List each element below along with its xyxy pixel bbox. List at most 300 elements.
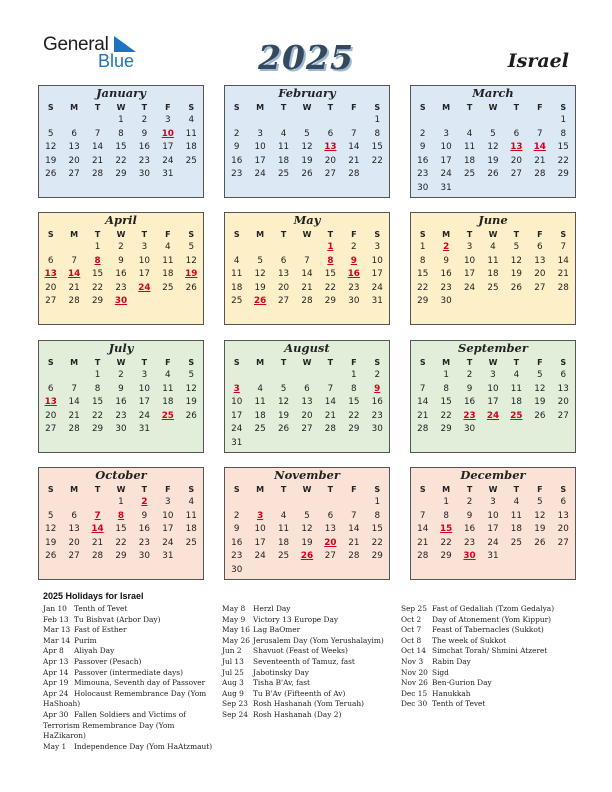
day-cell: 4 bbox=[280, 510, 287, 521]
weekday-header bbox=[411, 356, 575, 369]
day-cell: 22 bbox=[91, 410, 104, 421]
holiday-item bbox=[222, 646, 394, 657]
day-cell: 19 bbox=[487, 155, 499, 166]
month-january bbox=[38, 85, 204, 198]
day-cell: 10 bbox=[138, 255, 150, 266]
holiday-date-label: Aug 3 bbox=[222, 678, 244, 688]
holiday-item bbox=[43, 604, 213, 615]
week-row bbox=[39, 550, 203, 564]
day-cell: 17 bbox=[371, 269, 383, 280]
day-cell: 22 bbox=[371, 155, 383, 166]
holiday-date-label: Oct 8 bbox=[401, 635, 422, 645]
empty-cell bbox=[86, 437, 109, 451]
day-cell: 2 bbox=[466, 497, 473, 507]
week-row bbox=[225, 423, 389, 437]
empty-cell bbox=[133, 182, 156, 196]
empty-cell bbox=[180, 423, 203, 437]
holiday-item bbox=[401, 615, 573, 626]
day-cell: 4 bbox=[233, 255, 240, 266]
day-cell: 20 bbox=[557, 524, 569, 535]
day-cell: 29 bbox=[348, 424, 360, 435]
week-row bbox=[411, 141, 575, 155]
day-cell: 20 bbox=[324, 155, 336, 166]
day-cell: 21 bbox=[68, 410, 80, 421]
empty-cell bbox=[552, 550, 575, 564]
day-cell: 5 bbox=[537, 370, 543, 380]
holiday-name: Day of Atonement (Yom Kippur) bbox=[432, 614, 552, 624]
day-cell: 12 bbox=[487, 142, 499, 153]
weekday-header bbox=[39, 356, 203, 369]
day-cell: 6 bbox=[47, 383, 54, 394]
month-title: July bbox=[108, 341, 134, 355]
week-row bbox=[225, 241, 389, 255]
day-cell: 18 bbox=[185, 524, 197, 535]
holiday-name: Jerusalem Day (Yom Yerushalayim) bbox=[253, 635, 384, 645]
holiday-column bbox=[401, 604, 573, 710]
day-cell: 1 bbox=[374, 115, 381, 125]
weekday-label: S bbox=[374, 358, 381, 367]
weekday-label: M bbox=[442, 485, 451, 494]
empty-cell bbox=[552, 182, 575, 196]
week-row bbox=[39, 309, 203, 323]
empty-cell bbox=[62, 369, 85, 383]
day-cell: 7 bbox=[419, 510, 426, 521]
day-cell: 8 bbox=[443, 510, 449, 521]
empty-cell bbox=[366, 182, 389, 196]
empty-cell bbox=[248, 369, 271, 383]
empty-cell bbox=[505, 437, 528, 451]
holiday-item bbox=[401, 668, 573, 679]
weekday-header bbox=[225, 101, 389, 114]
day-cell: 11 bbox=[162, 255, 174, 266]
week-row bbox=[411, 423, 575, 437]
holiday-column bbox=[43, 604, 213, 752]
day-cell: 16 bbox=[463, 524, 476, 535]
day-cell: 26 bbox=[185, 410, 197, 421]
holiday-date: 23 bbox=[463, 410, 476, 421]
day-cell: 8 bbox=[443, 383, 449, 394]
weekday-label: W bbox=[488, 485, 498, 494]
empty-cell bbox=[552, 295, 575, 309]
weekday-header bbox=[39, 228, 203, 241]
day-cell: 18 bbox=[185, 142, 197, 153]
holiday-item bbox=[401, 646, 573, 657]
day-cell: 19 bbox=[254, 282, 266, 293]
week-row bbox=[411, 369, 575, 383]
day-cell: 31 bbox=[138, 424, 150, 435]
holiday-date-label: Sep 25 bbox=[401, 604, 427, 613]
holiday-item bbox=[222, 699, 394, 710]
empty-cell bbox=[505, 309, 528, 323]
day-cell: 2 bbox=[374, 370, 381, 380]
day-cell: 22 bbox=[348, 410, 360, 421]
day-cell: 6 bbox=[537, 242, 543, 252]
holiday-name: Simchat Torah/ Shmini Atzeret bbox=[432, 646, 548, 656]
day-cell: 29 bbox=[371, 551, 383, 562]
holiday-date-label: Apr 24 bbox=[43, 688, 69, 698]
empty-cell bbox=[272, 182, 295, 196]
day-cell: 18 bbox=[162, 397, 174, 408]
month-title: December bbox=[460, 468, 526, 482]
holiday-date: 25 bbox=[161, 410, 174, 421]
day-cell: 12 bbox=[185, 255, 197, 266]
day-cell: 29 bbox=[91, 424, 104, 435]
empty-cell bbox=[39, 241, 62, 255]
empty-cell bbox=[366, 437, 389, 451]
day-cell: 17 bbox=[231, 410, 243, 421]
day-cell: 7 bbox=[419, 383, 426, 394]
empty-cell bbox=[366, 309, 389, 323]
day-cell: 27 bbox=[301, 424, 313, 435]
day-cell: 28 bbox=[417, 424, 429, 435]
empty-cell bbox=[434, 114, 457, 128]
empty-cell bbox=[481, 309, 504, 323]
week-row bbox=[411, 114, 575, 128]
weekday-label: T bbox=[141, 103, 148, 112]
day-cell: 25 bbox=[487, 282, 499, 293]
weekday-label: M bbox=[70, 358, 79, 367]
day-cell: 21 bbox=[91, 537, 104, 548]
day-cell: 11 bbox=[277, 142, 290, 153]
holiday-name: Victory 13 Europe Day bbox=[253, 614, 339, 624]
holiday-date: 24 bbox=[486, 410, 500, 421]
day-cell: 27 bbox=[45, 296, 57, 307]
empty-cell bbox=[411, 496, 434, 510]
holiday-name: Sigd bbox=[432, 667, 449, 677]
weekday-label: S bbox=[419, 358, 426, 367]
day-cell: 7 bbox=[560, 242, 567, 252]
weekday-label: M bbox=[442, 230, 451, 239]
week-row bbox=[225, 396, 389, 410]
weekday-label: T bbox=[466, 358, 473, 367]
weekday-label: S bbox=[419, 230, 426, 239]
day-cell: 10 bbox=[463, 255, 476, 266]
day-cell: 19 bbox=[301, 155, 313, 166]
empty-cell bbox=[342, 564, 365, 578]
holiday-date-label: Sep 23 bbox=[222, 699, 248, 709]
day-cell: 17 bbox=[162, 524, 174, 535]
day-cell: 5 bbox=[513, 242, 520, 252]
holiday-date: 30 bbox=[114, 296, 128, 307]
week-row bbox=[411, 168, 575, 182]
day-cell: 24 bbox=[487, 537, 499, 548]
holiday-item bbox=[222, 615, 394, 626]
holiday-date: 26 bbox=[300, 551, 314, 562]
day-cell: 4 bbox=[165, 242, 171, 252]
holiday-date-label: Sep 24 bbox=[222, 709, 248, 719]
holiday-date: 25 bbox=[510, 410, 523, 421]
day-cell: 21 bbox=[91, 155, 104, 166]
empty-cell bbox=[272, 564, 295, 578]
week-row bbox=[225, 168, 389, 182]
day-cell: 2 bbox=[351, 242, 357, 252]
day-cell: 11 bbox=[463, 142, 476, 153]
holiday-date-label: Dec 30 bbox=[401, 699, 428, 709]
holiday-item bbox=[401, 636, 573, 647]
empty-cell bbox=[133, 309, 156, 323]
empty-cell bbox=[180, 295, 203, 309]
month-march bbox=[410, 85, 576, 198]
day-cell: 22 bbox=[417, 282, 429, 293]
holiday-name: Shavuot (Feast of Weeks) bbox=[253, 646, 348, 656]
day-cell: 16 bbox=[440, 269, 452, 280]
holiday-item bbox=[222, 678, 394, 689]
day-cell: 8 bbox=[351, 383, 357, 394]
day-cell: 1 bbox=[560, 115, 567, 125]
week-row bbox=[39, 282, 203, 296]
month-title: June bbox=[478, 213, 508, 227]
day-cell: 19 bbox=[510, 269, 522, 280]
empty-cell bbox=[109, 564, 132, 578]
holiday-name: Tisha B'Av, fast bbox=[253, 678, 311, 688]
weekday-label: F bbox=[165, 230, 171, 239]
week-row bbox=[411, 155, 575, 169]
empty-cell bbox=[505, 550, 528, 564]
day-cell: 16 bbox=[115, 269, 127, 280]
empty-cell bbox=[86, 564, 109, 578]
empty-cell bbox=[528, 564, 551, 578]
empty-cell bbox=[295, 437, 318, 451]
holiday-date-label: Jul 13 bbox=[222, 656, 244, 666]
day-cell: 20 bbox=[557, 397, 569, 408]
day-cell: 15 bbox=[440, 397, 452, 408]
empty-cell bbox=[434, 309, 457, 323]
day-cell: 10 bbox=[440, 142, 452, 153]
day-cell: 5 bbox=[304, 510, 310, 521]
day-cell: 9 bbox=[141, 510, 148, 521]
week-row bbox=[225, 437, 389, 451]
day-cell: 14 bbox=[348, 142, 360, 153]
day-cell: 4 bbox=[257, 383, 263, 394]
holiday-name: Aliyah Day bbox=[74, 646, 115, 656]
weekday-label: T bbox=[280, 358, 287, 367]
weekday-label: S bbox=[560, 230, 567, 239]
holiday-item bbox=[401, 657, 573, 668]
day-cell: 19 bbox=[185, 397, 197, 408]
weekday-label: F bbox=[537, 103, 543, 112]
day-cell: 20 bbox=[510, 155, 522, 166]
weekday-label: T bbox=[513, 358, 520, 367]
day-cell: 11 bbox=[254, 397, 266, 408]
empty-cell bbox=[342, 182, 365, 196]
day-cell: 1 bbox=[118, 115, 124, 125]
day-cell: 2 bbox=[466, 370, 473, 380]
week-row bbox=[225, 510, 389, 524]
empty-cell bbox=[156, 423, 179, 437]
day-cell: 8 bbox=[419, 255, 426, 266]
holiday-date: 13 bbox=[324, 142, 337, 153]
holiday-date: 14 bbox=[91, 524, 104, 535]
day-cell: 13 bbox=[557, 383, 569, 394]
month-february bbox=[224, 85, 390, 198]
empty-cell bbox=[39, 114, 62, 128]
day-cell: 7 bbox=[304, 255, 310, 266]
holiday-date-label: Mar 14 bbox=[43, 635, 71, 645]
day-cell: 12 bbox=[277, 397, 290, 408]
weekday-label: W bbox=[302, 103, 312, 112]
day-cell: 18 bbox=[254, 410, 266, 421]
week-row bbox=[39, 155, 203, 169]
day-cell: 29 bbox=[115, 169, 127, 180]
day-cell: 15 bbox=[324, 269, 336, 280]
day-cell: 30 bbox=[371, 424, 383, 435]
weekday-label: W bbox=[302, 358, 312, 367]
day-cell: 8 bbox=[374, 510, 381, 521]
day-cell: 25 bbox=[463, 169, 476, 180]
holiday-date-label: Apr 19 bbox=[43, 678, 69, 688]
day-cell: 24 bbox=[162, 537, 174, 548]
day-cell: 15 bbox=[348, 397, 360, 408]
day-cell: 10 bbox=[487, 383, 499, 394]
day-cell: 5 bbox=[280, 383, 287, 394]
weekday-label: S bbox=[560, 358, 567, 367]
holiday-column bbox=[222, 604, 394, 721]
week-row bbox=[411, 182, 575, 196]
day-cell: 24 bbox=[254, 551, 266, 562]
week-row bbox=[39, 496, 203, 510]
day-cell: 30 bbox=[348, 296, 360, 307]
empty-cell bbox=[62, 437, 85, 451]
empty-cell bbox=[180, 182, 203, 196]
day-cell: 8 bbox=[560, 128, 567, 139]
empty-cell bbox=[156, 437, 179, 451]
week-row bbox=[411, 550, 575, 564]
day-cell: 1 bbox=[94, 370, 101, 380]
holiday-name: Feast of Tabernacles (Sukkot) bbox=[432, 625, 544, 635]
empty-cell bbox=[156, 182, 179, 196]
empty-cell bbox=[133, 437, 156, 451]
empty-cell bbox=[109, 182, 132, 196]
empty-cell bbox=[411, 114, 434, 128]
day-cell: 21 bbox=[534, 155, 546, 166]
holiday-date: 20 bbox=[324, 537, 337, 548]
empty-cell bbox=[295, 114, 318, 128]
empty-cell bbox=[39, 437, 62, 451]
day-cell: 23 bbox=[440, 282, 452, 293]
weekday-label: M bbox=[70, 103, 79, 112]
day-cell: 16 bbox=[231, 155, 243, 166]
empty-cell bbox=[458, 437, 481, 451]
day-cell: 6 bbox=[71, 510, 77, 521]
empty-cell bbox=[458, 309, 481, 323]
weekday-label: W bbox=[488, 230, 498, 239]
day-cell: 11 bbox=[487, 255, 499, 266]
day-cell: 29 bbox=[440, 551, 452, 562]
holiday-name: Independence Day (Yom HaAtzmaut) bbox=[74, 741, 213, 751]
day-cell: 27 bbox=[324, 169, 336, 180]
day-cell: 3 bbox=[443, 128, 449, 139]
holiday-date-label: Jan 10 bbox=[43, 604, 67, 613]
weekday-label: T bbox=[327, 485, 334, 494]
day-cell: 9 bbox=[233, 524, 240, 535]
holiday-date-label: May 1 bbox=[43, 741, 67, 751]
day-cell: 3 bbox=[165, 115, 171, 125]
day-cell: 25 bbox=[277, 169, 290, 180]
week-row bbox=[225, 255, 389, 269]
day-cell: 21 bbox=[557, 269, 569, 280]
holiday-item bbox=[43, 636, 213, 647]
weekday-label: T bbox=[280, 103, 287, 112]
weekday-label: W bbox=[116, 103, 126, 112]
day-cell: 3 bbox=[490, 497, 496, 507]
weekday-label: W bbox=[488, 358, 498, 367]
day-cell: 6 bbox=[71, 128, 77, 139]
day-cell: 19 bbox=[534, 524, 546, 535]
day-cell: 31 bbox=[162, 551, 174, 562]
day-cell: 27 bbox=[68, 169, 80, 180]
empty-cell bbox=[39, 309, 62, 323]
weekday-label: T bbox=[466, 103, 473, 112]
day-cell: 11 bbox=[510, 510, 522, 521]
weekday-header bbox=[39, 101, 203, 114]
day-cell: 29 bbox=[115, 551, 127, 562]
day-cell: 11 bbox=[277, 524, 290, 535]
weekday-label: F bbox=[165, 103, 171, 112]
day-cell: 15 bbox=[115, 524, 127, 535]
day-cell: 4 bbox=[490, 242, 496, 252]
day-cell: 24 bbox=[440, 169, 452, 180]
holiday-date-label: Jul 25 bbox=[222, 667, 244, 677]
logo-word-general: General bbox=[43, 34, 109, 55]
holiday-date-label: Apr 8 bbox=[43, 646, 64, 656]
holiday-item bbox=[222, 636, 394, 647]
day-cell: 23 bbox=[417, 169, 429, 180]
weekday-header bbox=[411, 483, 575, 496]
holiday-date: 10 bbox=[161, 128, 174, 139]
weekday-label: F bbox=[165, 485, 171, 494]
holiday-date: 24 bbox=[138, 282, 151, 293]
holiday-item bbox=[43, 678, 213, 689]
empty-cell bbox=[481, 295, 504, 309]
day-cell: 20 bbox=[301, 410, 313, 421]
weekday-label: M bbox=[442, 358, 451, 367]
empty-cell bbox=[225, 496, 248, 510]
day-cell: 30 bbox=[231, 564, 243, 575]
week-row bbox=[225, 114, 389, 128]
empty-cell bbox=[366, 168, 389, 182]
empty-cell bbox=[481, 423, 504, 437]
holiday-item bbox=[222, 604, 394, 615]
holiday-date: 13 bbox=[44, 269, 57, 280]
weekday-label: T bbox=[466, 230, 473, 239]
day-cell: 28 bbox=[91, 169, 104, 180]
day-cell: 28 bbox=[557, 282, 569, 293]
holiday-item bbox=[222, 625, 394, 636]
day-cell: 18 bbox=[487, 269, 499, 280]
day-cell: 28 bbox=[348, 551, 360, 562]
empty-cell bbox=[319, 114, 342, 128]
weekday-label: S bbox=[47, 230, 54, 239]
week-row bbox=[39, 268, 203, 282]
day-cell: 7 bbox=[537, 128, 543, 139]
day-cell: 10 bbox=[138, 383, 150, 394]
day-cell: 23 bbox=[138, 537, 150, 548]
day-cell: 28 bbox=[68, 424, 80, 435]
day-cell: 2 bbox=[141, 115, 148, 125]
holiday-date-label: Nov 3 bbox=[401, 656, 424, 666]
week-row bbox=[411, 510, 575, 524]
month-april bbox=[38, 212, 204, 325]
day-cell: 30 bbox=[115, 424, 127, 435]
day-cell: 6 bbox=[327, 510, 334, 521]
day-cell: 19 bbox=[45, 155, 57, 166]
weekday-label: S bbox=[374, 230, 381, 239]
empty-cell bbox=[505, 182, 528, 196]
empty-cell bbox=[86, 496, 109, 510]
day-cell: 25 bbox=[185, 537, 197, 548]
day-cell: 23 bbox=[138, 155, 150, 166]
day-cell: 27 bbox=[277, 296, 290, 307]
